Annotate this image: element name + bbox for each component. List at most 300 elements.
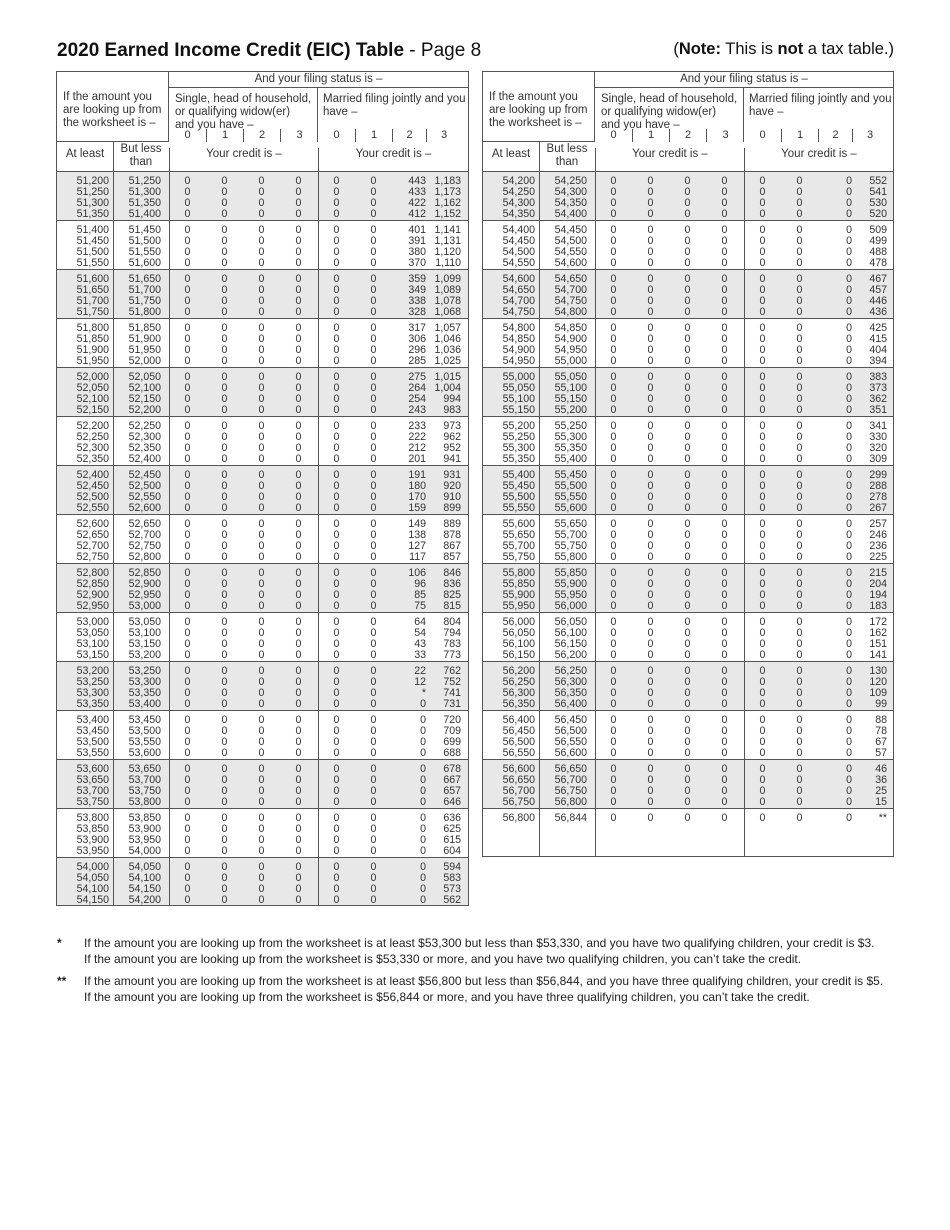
income-value: 54,300: [502, 197, 535, 209]
children-count-header: 2: [392, 129, 426, 142]
credit-value: 0: [610, 518, 617, 530]
credit-value: 0: [333, 175, 340, 187]
column-cell-at-least: [491, 372, 535, 416]
credit-value: 0: [370, 273, 377, 285]
income-value: 53,900: [76, 834, 109, 846]
credit-value: 0: [759, 186, 766, 198]
column-cell-s2: [669, 764, 706, 808]
credit-value: 0: [796, 295, 803, 307]
income-value: 55,350: [554, 442, 587, 454]
column-cell-s1: [206, 862, 243, 906]
income-value: 55,500: [554, 480, 587, 492]
credit-value: 0: [684, 600, 691, 612]
income-value: 54,550: [502, 257, 535, 269]
credit-value: 0: [684, 480, 691, 492]
credit-value: 0: [647, 442, 654, 454]
credit-value: 0: [333, 600, 340, 612]
credit-value: 0: [184, 747, 191, 759]
credit-value: 0: [721, 306, 728, 318]
credit-value: 0: [647, 284, 654, 296]
column-cell-s1: [632, 715, 669, 759]
credit-value: 0: [721, 676, 728, 688]
credit-value: 0: [610, 785, 617, 797]
income-value: 56,300: [502, 687, 535, 699]
credit-value: 0: [684, 257, 691, 269]
credit-value: 0: [258, 284, 265, 296]
credit-value: 0: [333, 872, 340, 884]
column-cell-s0: [595, 274, 632, 318]
credit-value: 0: [846, 420, 852, 432]
column-cell-s3: [706, 470, 743, 514]
column-cell-s1: [206, 519, 243, 563]
column-cell-but-less: [543, 813, 587, 824]
credit-value: 0: [370, 665, 377, 677]
income-value: 55,800: [502, 567, 535, 579]
credit-value: 0: [796, 235, 803, 247]
income-value: 54,600: [502, 273, 535, 285]
credit-value: 0: [333, 480, 340, 492]
column-cell-s0: [595, 372, 632, 416]
credit-value: 0: [846, 197, 852, 209]
credit-value: 0: [370, 502, 377, 514]
income-value: 52,150: [128, 393, 161, 405]
credit-value: 0: [184, 676, 191, 688]
income-value: 55,550: [554, 491, 587, 503]
credit-value: 0: [759, 257, 766, 269]
credit-value: 0: [184, 502, 191, 514]
column-cell-s1: [206, 568, 243, 612]
table-row-group: [482, 514, 894, 563]
income-value: 51,350: [128, 197, 161, 209]
credit-value: 0: [684, 235, 691, 247]
credit-value: 0: [258, 687, 265, 699]
credit-value: 0: [221, 355, 228, 367]
credit-value: 0: [647, 600, 654, 612]
income-value: 54,900: [554, 333, 587, 345]
credit-value: 0: [295, 257, 302, 269]
income-value: 52,550: [128, 491, 161, 503]
credit-value: 0: [846, 687, 852, 699]
credit-value: 0: [684, 175, 691, 187]
credit-value: 0: [370, 186, 377, 198]
credit-value: 446: [869, 295, 887, 307]
credit-value: 172: [869, 616, 887, 628]
credit-value: 0: [647, 698, 654, 710]
credit-value: 0: [647, 785, 654, 797]
credit-value: 0: [258, 736, 265, 748]
credit-value: 0: [684, 747, 691, 759]
income-value: 52,150: [76, 404, 109, 416]
credit-value: 0: [684, 246, 691, 258]
credit-value: 0: [258, 714, 265, 726]
credit-value: 0: [647, 725, 654, 737]
credit-value: 0: [610, 480, 617, 492]
income-value: 51,950: [128, 344, 161, 356]
divider: [539, 613, 540, 661]
income-value: 51,600: [128, 257, 161, 269]
income-value: 52,900: [128, 578, 161, 590]
credit-value: 688: [443, 747, 461, 759]
divider: [113, 172, 114, 220]
income-value: 55,600: [502, 518, 535, 530]
credit-value: 0: [759, 333, 766, 345]
credit-value: 0: [647, 616, 654, 628]
credit-value: 0: [221, 175, 228, 187]
credit-value: 0: [759, 725, 766, 737]
column-cell-s0: [595, 323, 632, 367]
credit-value: 0: [221, 812, 228, 824]
column-cell-s2: [669, 176, 706, 220]
credit-value: 0: [258, 785, 265, 797]
divider: [113, 368, 114, 416]
credit-value: 0: [258, 518, 265, 530]
credit-value: 0: [647, 404, 654, 416]
income-value: 56,500: [502, 736, 535, 748]
income-value: 55,700: [554, 529, 587, 541]
divider: [539, 417, 540, 465]
credit-value: 615: [443, 834, 461, 846]
divider: [113, 711, 114, 759]
income-value: 54,750: [502, 306, 535, 318]
credit-value: 373: [869, 382, 887, 394]
credit-value: 0: [759, 404, 766, 416]
column-cell-but-less: [543, 568, 587, 612]
credit-value: 404: [869, 344, 887, 356]
credit-value: 0: [295, 676, 302, 688]
column-cell-m3: [426, 568, 461, 612]
credit-value: 0: [796, 747, 803, 759]
credit-value: 0: [295, 246, 302, 258]
divider: [539, 809, 540, 856]
divider: [539, 142, 540, 172]
credit-value: 0: [221, 208, 228, 220]
column-cell-s2: [243, 617, 280, 661]
column-cell-but-less: [117, 323, 161, 367]
credit-value: 0: [721, 812, 728, 824]
income-value: 52,100: [128, 382, 161, 394]
credit-value: 130: [869, 665, 887, 677]
income-value: 52,600: [128, 502, 161, 514]
credit-value: 383: [869, 371, 887, 383]
credit-value: 0: [610, 747, 617, 759]
credit-value: 0: [647, 355, 654, 367]
credit-value: 0: [846, 627, 852, 639]
income-value: 53,050: [76, 627, 109, 639]
credit-value: 0: [370, 714, 377, 726]
income-value: 55,200: [554, 404, 587, 416]
credit-value: 0: [759, 774, 766, 786]
credit-value: 0: [610, 404, 617, 416]
income-value: 51,850: [128, 322, 161, 334]
credit-value: 0: [295, 393, 302, 405]
credit-value: 0: [295, 763, 302, 775]
children-count-header: 1: [355, 129, 392, 142]
credit-value: 0: [420, 747, 426, 759]
credit-value: 0: [333, 812, 340, 824]
credit-value: 0: [221, 404, 228, 416]
credit-value: 0: [370, 796, 377, 808]
credit-value: 0: [184, 812, 191, 824]
credit-value: 467: [869, 273, 887, 285]
credit-value: 0: [759, 665, 766, 677]
credit-value: 0: [721, 322, 728, 334]
credit-value: 0: [258, 257, 265, 269]
column-cell-m0: [744, 274, 781, 318]
credit-value: 0: [184, 665, 191, 677]
credit-value: 141: [869, 649, 887, 661]
column-cell-m2: [818, 470, 852, 514]
credit-value: 0: [846, 322, 852, 334]
credit-value: 0: [295, 273, 302, 285]
credit-value: 0: [221, 627, 228, 639]
credit-value: 299: [869, 469, 887, 481]
income-value: 52,100: [76, 393, 109, 405]
column-cell-but-less: [543, 764, 587, 808]
column-cell-at-least: [65, 421, 109, 465]
credit-value: 0: [258, 371, 265, 383]
credit-value: 0: [333, 197, 340, 209]
credit-value: 0: [370, 627, 377, 639]
column-cell-but-less: [543, 372, 587, 416]
credit-value: 0: [610, 812, 617, 824]
credit-value: 783: [443, 638, 461, 650]
credit-value: 0: [333, 725, 340, 737]
credit-value: 0: [796, 208, 803, 220]
column-cell-m2: [392, 715, 426, 759]
income-value: 54,850: [554, 322, 587, 334]
credit-value: 0: [796, 224, 803, 236]
credit-value: 0: [370, 442, 377, 454]
income-value: 55,500: [502, 491, 535, 503]
credit-value: 0: [295, 774, 302, 786]
credit-value: 530: [869, 197, 887, 209]
credit-value: 0: [759, 420, 766, 432]
credit-value: 0: [295, 551, 302, 563]
credit-value: 127: [408, 540, 426, 552]
credit-value: 0: [184, 257, 191, 269]
credit-value: 0: [759, 698, 766, 710]
children-count-header: 2: [669, 129, 706, 142]
income-value: 52,050: [76, 382, 109, 394]
income-value: 51,650: [76, 284, 109, 296]
credit-value: 0: [295, 600, 302, 612]
credit-value: 0: [184, 382, 191, 394]
income-value: 56,700: [502, 785, 535, 797]
column-cell-m1: [781, 176, 818, 220]
column-cell-m3: [426, 862, 461, 906]
income-value: 53,450: [128, 714, 161, 726]
credit-value: 0: [721, 502, 728, 514]
credit-value: 0: [184, 420, 191, 432]
credit-value: 0: [184, 480, 191, 492]
income-value: 56,100: [502, 638, 535, 650]
credit-value: 0: [295, 529, 302, 541]
credit-value: 0: [796, 578, 803, 590]
credit-value: 499: [869, 235, 887, 247]
children-count-header: 2: [818, 129, 852, 142]
credit-value: 0: [184, 208, 191, 220]
divider: [113, 564, 114, 612]
divider: [113, 662, 114, 710]
column-cell-m2: [392, 470, 426, 514]
credit-value: 0: [759, 480, 766, 492]
credit-value: 0: [221, 845, 228, 857]
credit-value: 0: [420, 845, 426, 857]
credit-value: 0: [721, 420, 728, 432]
credit-value: 0: [420, 774, 426, 786]
credit-value: 0: [370, 649, 377, 661]
credit-value: 0: [684, 649, 691, 661]
column-cell-at-least: [65, 617, 109, 661]
credit-value: 0: [258, 404, 265, 416]
credit-value: 646: [443, 796, 461, 808]
column-cell-s2: [243, 666, 280, 710]
credit-value: 0: [333, 578, 340, 590]
income-value: 56,550: [502, 747, 535, 759]
income-value: 54,450: [502, 235, 535, 247]
column-cell-s3: [706, 813, 743, 824]
column-cell-s0: [595, 421, 632, 465]
column-cell-m0: [318, 519, 355, 563]
divider: [113, 142, 114, 172]
table-row-group: [482, 759, 894, 808]
credit-value: 320: [869, 442, 887, 454]
credit-value: 0: [684, 714, 691, 726]
credit-value: 0: [647, 774, 654, 786]
column-cell-s3: [706, 666, 743, 710]
credit-value: 0: [610, 491, 617, 503]
column-cell-m3: [852, 176, 887, 220]
column-cell-but-less: [543, 176, 587, 220]
column-cell-m2: [392, 225, 426, 269]
credit-value: 0: [846, 747, 852, 759]
column-cell-at-least: [65, 176, 109, 220]
credit-value: 222: [408, 431, 426, 443]
credit-value: 0: [610, 393, 617, 405]
credit-value: 0: [258, 861, 265, 873]
column-cell-s1: [632, 225, 669, 269]
column-cell-at-least: [65, 715, 109, 759]
eic-table-page: 2020 Earned Income Credit (EIC) Table - Page 8 (Note: This is not a tax table.) If the amount you are looking up from the worksheet is – And your filing status is – Single, head of household, or qualifying widow(er) and you have – Married filing jointly and you have – 0 1 2 3 0 1 2 3 At least But less than Your credit is – Your credit is – 51,200 51,250 51,300 51,350 51,250 51,300 51,350 51,400 0 0 0 0 0 0 0 0 0 0 0 0 0 0 0 0 0 0 0 0 0 0 0 0 443 433 422 412 1,183 1,173 1,162 1,152 51,400 51,450 51,500 51,550 51,450 51,500 51,550 51,600 0 0 0 0 0 0 0 0 0 0 0 0 0 0 0 0 0 0 0 0 0 0 0 0 401 391 380 370 1,141 1,131 1,120 1,110 51,600 51,650 51,700 51,750 51,650 51,700 51,750 51,800 0 0 0 0 0 0 0 0 0 0 0 0 0 0 0 0 0 0 0 0 0 0 0 0 359 349 338 328 1,099 1,089 1,078 1,068 51,800 51,850 51,900 51,950 51,850 51,900 51,950 52,000 0 0 0 0 0 0 0 0 0 0 0 0 0 0 0 0 0 0 0 0 0 0 0 0 317 306 296 285 1,057 1,046 1,036 1,025 52,000 52,050 52,100 52,150 52,050 52,100 52,150 52,200 0 0 0 0 0 0 0 0 0 0 0 0 0 0 0 0 0 0 0 0 0 0 0 0 275 264 254 243 1,015 1,004 994 983 52,200 52,250 52,300 52,350 52,250 52,300 52,350 52,400 0 0 0 0 0 0 0 0 0 0 0 0 0 0 0 0 0 0 0 0 0 0 0 0 233 222 212 201 973 962 952 941 52,400 52,450 52,500 52,550 52,450 52,500 52,550 52,600 0 0 0 0 0 0 0 0 0 0 0 0 0 0 0 0 0 0 0 0 0 0 0 0 191 180 170 159 931 920 910 899 52,600 52,650 52,700 52,750 52,650 52,700 52,750 52,800 0 0 0 0 0 0 0 0 0 0 0 0 0 0 0 0 0 0 0 0 0 0 0 0 149 138 127 117 889 878 867 857 52,800 52,850 52,900 52,950 52,850 52,900 52,950 53,000 0 0 0 0 0 0 0 0 0 0 0 0 0 0 0 0 0 0 0 0 0 0 0 0 106 96 85 75 846 836 825 815 53,000 53,050 53,100 53,150 53,050 53,100 53,150 53,200 0 0 0 0 0 0 0 0 0 0 0 0 0 0 0 0 0 0 0 0 0 0 0 0 64 54 43 33 804 794 783 773 53,200 53,250 53,300 53,350 53,250 53,300 53,350 53,400 0 0 0 0 0 0 0 0 0 0 0 0 0 0 0 0 0 0 0 0 0 0 0 0 22 12 * 0 762 752 741 731 53,400 53,450 53,500 53,550 53,450 53,500 53,550 53,600 0 0 0 0 0 0 0 0 0 0 0 0 0 0 0 0 0 0 0 0 0 0 0 0 0 0 0 0 720 709 699 688 53,600 53,650 53,700 53,750 53,650 53,700 53,750 53,800 0 0 0 0 0 0 0 0 0 0 0 0 0 0 0 0 0 0 0 0 0 0 0 0 0 0 0 0 678 667 657 646 53,800 53,850 53,900 53,950 53,850 53,900 53,950 54,000 0 0 0 0 0 0 0 0 0 0 0 0 0 0 0 0 0 0 0 0 0 0 0 0 0 0 0 0 636 625 615 604 54,000 54,050 54,100 54,150 54,050 54,100 54,150 54,200 0 0 0 0 0 0 0 0 0 0 0 0 0 0 0 0 0 0 0 0 0 0 0 0 0 0 0 0 594 583 573 562 If the amount you are looking up from the worksheet is – And your filing status is – Single, head of household, or qualifying widow(er) and you have – Married filing jointly and you have – 0 1 2 3 0 1 2 3 At least But less than Your credit is – Your credit is – 54,200 54,250 54,300 54,350 54,250 54,300 54,350 54,400 0 0 0 0 0 0 0 0 0 0 0 0 0 0 0 0 0 0 0 0 0 0 0 0 0 0 0 0 552 541 530 520 54,400 54,450 54,500 54,550 54,450 54,500 54,550 54,600 0 0 0 0 0 0 0 0 0 0 0 0 0 0 0 0 0 0 0 0 0 0 0 0 0 0 0 0 509 499 488 478 54,600 54,650 54,700 54,750 54,650 54,700 54,750 54,800 0 0 0 0 0 0 0 0 0 0 0 0 0 0 0 0 0 0 0 0 0 0 0 0 0 0 0 0 467 457 446 436 54,800 54,850 54,900 54,950 54,850 54,900 54,950 55,000 0 0 0 0 0 0 0 0 0 0 0 0 0 0 0 0 0 0 0 0 0 0 0 0 0 0 0 0 425 415 404 394 55,000 55,050 55,100 55,150 55,050 55,100 55,150 55,200 0 0 0 0 0 0 0 0 0 0 0 0 0 0 0 0 0 0 0 0 0 0 0 0 0 0 0 0 383 373 362 351 55,200 55,250 55,300 55,350 55,250 55,300 55,350 55,400 0 0 0 0 0 0 0 0 0 0 0 0 0 0 0 0 0 0 0 0 0 0 0 0 0 0 0 0 341 330 320 309 55,400 55,450 55,500 55,550 55,450 55,500 55,550 55,600 0 0 0 0 0 0 0 0 0 0 0 0 0 0 0 0 0 0 0 0 0 0 0 0 0 0 0 0 299 288 278 267 55,600 55,650 55,700 55,750 55,650 55,700 55,750 55,800 0 0 0 0 0 0 0 0 0 0 0 0 0 0 0 0 0 0 0 0 0 0 0 0 0 0 0 0 257 246 236 225 55,800 55,850 55,900 55,950 55,850 55,900 55,950 56,000 0 0 0 0 0 0 0 0 0 0 0 0 0 0 0 0 0 0 0 0 0 0 0 0 0 0 0 0 215 204 194 183 56,000 56,050 56,100 56,150 56,050 56,100 56,150 56,200 0 0 0 0 0 0 0 0 0 0 0 0 0 0 0 0 0 0 0 0 0 0 0 0 0 0 0 0 172 162 151 141 56,200 56,250 56,300 56,350 56,250 56,300 56,350 56,400 0 0 0 0 0 0 0 0 0 0 0 0 0 0 0 0 0 0 0 0 0 0 0 0 0 0 0 0 130 120 109 99 56,400 56,450 56,500 56,550 56,450 56,500 56,550 56,600 0 0 0 0 0 0 0 0 0 0 0 0 0 0 0 0 0 0 0 0 0 0 0 0 0 0 0 0 88 78 67 57 56,600 56,650 56,700 56,750 56,650 56,700 56,750 56,800 0 0 0 0 0 0 0 0 0 0 0 0 0 0 0 0 0 0 0 0 0 0 0 0 0 0 0 0 46 36 25 15 56,800 56,844 0 0 0 0 0 0 0 ** * If the amount you are looking up from the worksheet is at least $53,300 but less than $53,330, and you have two qualifying children, your credit is $3. If the amount you are looking up from the worksheet is $53,330 or more, and you have two qualifying children, you can’t take the credit. ** If the amount you are looking up from the worksheet is at least $56,800 but less than $56,844, and you have three qualifying children, your credit is $5. If the amount you are looking up from the worksheet is $56,844 or more, and you have three qualifying children, you can’t take the credit.: [57, 40, 894, 1004]
column-cell-m2: [818, 421, 852, 465]
credit-value: 0: [846, 736, 852, 748]
credit-value: 0: [258, 600, 265, 612]
credit-value: 0: [721, 371, 728, 383]
credit-value: 0: [759, 714, 766, 726]
credit-value: 0: [721, 567, 728, 579]
income-value: 51,250: [76, 186, 109, 198]
credit-value: 0: [647, 306, 654, 318]
column-cell-s2: [243, 470, 280, 514]
credit-value: 0: [333, 698, 340, 710]
column-cell-but-less: [117, 519, 161, 563]
column-cell-m1: [781, 372, 818, 416]
credit-value: 0: [721, 725, 728, 737]
credit-value: 0: [610, 763, 617, 775]
credit-value: 0: [333, 714, 340, 726]
credit-value: 0: [846, 235, 852, 247]
credit-value: 0: [846, 273, 852, 285]
children-count-header: 3: [852, 129, 887, 142]
credit-value: 0: [647, 812, 654, 824]
credit-value: 0: [759, 322, 766, 334]
credit-value: 0: [759, 578, 766, 590]
credit-value: 0: [295, 469, 302, 481]
credit-value: 0: [759, 567, 766, 579]
credit-value: 0: [295, 175, 302, 187]
column-cell-m0: [318, 176, 355, 220]
credit-value: 0: [846, 224, 852, 236]
income-value: 55,850: [502, 578, 535, 590]
credit-value: 0: [370, 747, 377, 759]
credit-value: 0: [610, 371, 617, 383]
credit-value: 0: [333, 224, 340, 236]
column-cell-but-less: [543, 225, 587, 269]
credit-value: 99: [875, 698, 887, 710]
income-value: 51,200: [76, 175, 109, 187]
credit-value: 0: [721, 208, 728, 220]
column-cell-s3: [706, 568, 743, 612]
credit-value: 0: [295, 442, 302, 454]
credit-value: 0: [610, 306, 617, 318]
credit-value: 0: [184, 404, 191, 416]
credit-value: 0: [333, 295, 340, 307]
income-value: 54,050: [128, 861, 161, 873]
column-cell-m0: [318, 666, 355, 710]
column-cell-s1: [632, 568, 669, 612]
credit-value: 64: [414, 616, 426, 628]
column-cell-at-least: [65, 862, 109, 906]
table-header: [482, 71, 894, 171]
column-cell-s2: [669, 519, 706, 563]
credit-value: 0: [647, 235, 654, 247]
credit-value: 0: [258, 431, 265, 443]
children-count-header: 0: [333, 129, 340, 141]
credit-value: 0: [370, 894, 377, 906]
credit-value: *: [421, 687, 426, 699]
column-cell-s1: [632, 372, 669, 416]
credit-value: 0: [184, 638, 191, 650]
credit-value: 0: [796, 529, 803, 541]
column-cell-m2: [392, 519, 426, 563]
credit-value: 0: [684, 616, 691, 628]
credit-value: 0: [846, 725, 852, 737]
credit-value: 0: [721, 763, 728, 775]
credit-value: 0: [184, 736, 191, 748]
divider: [539, 711, 540, 759]
column-cell-m3: [852, 764, 887, 808]
but-less-than-header: [539, 143, 595, 169]
income-value: 53,700: [128, 774, 161, 786]
credit-value: 0: [258, 540, 265, 552]
credit-value: 0: [796, 442, 803, 454]
eic-table-right: [482, 71, 894, 857]
credit-value: 0: [184, 333, 191, 345]
credit-value: 0: [846, 186, 852, 198]
column-cell-s2: [243, 372, 280, 416]
income-value: 54,850: [502, 333, 535, 345]
credit-value: 0: [759, 616, 766, 628]
credit-value: 88: [875, 714, 887, 726]
income-value: 52,650: [76, 529, 109, 541]
credit-value: 0: [184, 687, 191, 699]
income-value: 55,650: [502, 529, 535, 541]
column-cell-m0: [318, 764, 355, 808]
column-cell-s3: [280, 225, 317, 269]
credit-value: 162: [869, 627, 887, 639]
column-cell-at-least: [491, 666, 535, 710]
credit-value: 0: [420, 883, 426, 895]
